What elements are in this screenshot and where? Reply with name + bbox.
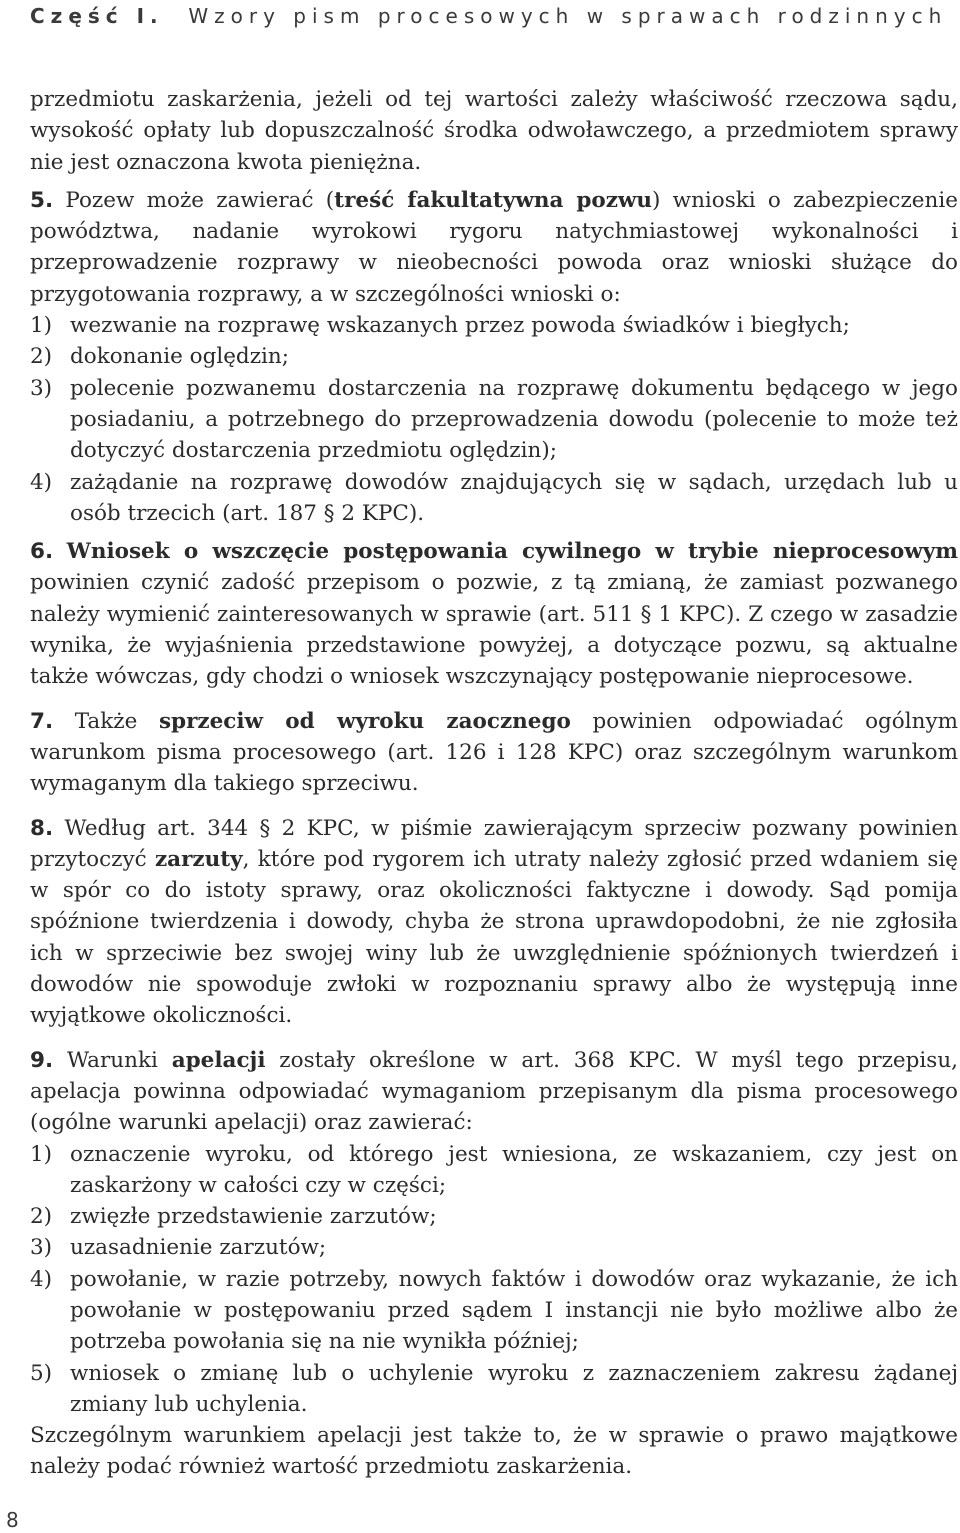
list-item: [30, 1358, 958, 1421]
paragraph-text: powinien czynić zadość przepisom o pozwie, z tą zmianą, że zamiast pozwanego należy wymienić zainteresowanych w sprawie (art. 511 § 1 KPC). Z czego w zasadzie wynika, że wyjaśnienia przedstawione powyżej, a dotyczące pozwu, są aktualne także wówczas, gdy chodzi o wniosek wszczynający postępowanie nieprocesowe.: [30, 570, 958, 690]
paragraph-text: , które pod rygorem ich utraty należy zgłosić przed wdaniem się w spór co do istoty sprawy, oraz okoliczności faktyczne i dowody. Sąd pomija spóźnione twierdzenia i dowody, chyba że strona uprawdopodobni, że nie zgłosiła ich w sprzeciwie bez swojej winy lub że uwzględnienie spóźnionych twierdzeń i dowodów nie spowoduje zwłoki w rozpoznaniu sprawy albo że występują inne wyjątkowe okoliczności.: [30, 846, 958, 1029]
paragraph-bold: Wniosek o wszczęcie postępowania cywilnego w trybie nieprocesowym: [66, 539, 958, 565]
paragraph-number: 8.: [30, 815, 54, 841]
paragraph-text: Pozew może zawierać (: [65, 187, 335, 213]
list-text: dokonanie oględzin;: [70, 344, 289, 370]
list-text: wniosek o zmianę lub o uchylenie wyroku z zaznaczeniem zakresu żądanej zmiany lub uchylenia.: [70, 1360, 958, 1417]
list-item: [30, 373, 958, 467]
header-title: Wzory pism procesowych w sprawach rodzinnych: [188, 4, 948, 28]
list-text: oznaczenie wyroku, od którego jest wniesiona, ze wskazaniem, czy jest on zaskarżony w całości czy w części;: [70, 1141, 958, 1198]
list-marker: 3): [30, 375, 53, 401]
list-marker: 4): [30, 469, 53, 495]
page-number: 8: [6, 1508, 19, 1532]
page-body: [30, 84, 958, 1483]
list-item: [30, 1264, 958, 1358]
header-part: Część I.: [30, 4, 164, 28]
list-marker: 4): [30, 1266, 53, 1292]
paragraph-number: 9.: [30, 1047, 54, 1073]
list-text: zażądanie na rozprawę dowodów znajdujących się w sądach, urzędach lub u osób trzecich (art. 187 § 2 KPC).: [70, 469, 958, 526]
list-item: [30, 310, 958, 341]
paragraph-number: 5.: [30, 187, 54, 213]
list-p9: [30, 1139, 958, 1421]
list-item: [30, 1139, 958, 1202]
paragraph-8: [30, 813, 958, 1032]
paragraph-text: Także: [74, 708, 159, 734]
list-marker: 1): [30, 313, 53, 339]
list-text: polecenie pozwanemu dostarczenia na rozprawę dokumentu będącego w jego posiadaniu, a potrzebnego do przeprowadzenia dowodu (polecenie to może też dotyczyć dostarczenia przedmiotu oględzin);: [70, 375, 958, 464]
paragraph-7: [30, 706, 958, 800]
intro-paragraph: przedmiotu zaskarżenia, jeżeli od tej wartości zależy właściwość rzeczowa sądu, wysokość opłaty lub dopuszczalność środka odwoławczego, a przedmiotem sprawy nie jest oznaczona kwota pieniężna.: [30, 87, 958, 175]
paragraph-9: [30, 1045, 958, 1139]
closing-paragraph: Szczególnym warunkiem apelacji jest także to, że w sprawie o prawo majątkowe należy podać również wartość przedmiotu zaskarżenia.: [30, 1423, 958, 1480]
paragraph-text: ) wnioski o zabezpieczenie powództwa, nadanie wyrokowi rygoru natychmiastowej wykonalności i przeprowadzenie rozprawy w nieobecności powoda oraz wnioski służące do przygotowania rozprawy, a w szczególności wnioski o:: [30, 187, 958, 307]
paragraph-text: zostały określone w art. 368 KPC. W myśl tego przepisu, apelacja powinna odpowiadać wymaganiom przepisanym dla pisma procesowego (ogólne warunki apelacji) oraz zawierać:: [30, 1047, 958, 1136]
list-text: wezwanie na rozprawę wskazanych przez powoda świadków i biegłych;: [70, 313, 850, 339]
paragraph-bold: apelacji: [171, 1047, 266, 1073]
list-item: [30, 1232, 958, 1263]
list-marker: 3): [30, 1235, 53, 1261]
list-item: [30, 341, 958, 372]
list-marker: 1): [30, 1141, 53, 1167]
list-text: uzasadnienie zarzutów;: [70, 1235, 327, 1261]
running-header: [30, 4, 947, 28]
list-item: [30, 467, 958, 530]
paragraph-bold: treść fakultatywna pozwu: [334, 187, 653, 213]
list-text: powołanie, w razie potrzeby, nowych faktów i dowodów oraz wykazanie, że ich powołanie w postępowaniu przed sądem I instancji nie było możliwe albo że potrzeba powołania się na nie wynikła później;: [70, 1266, 958, 1355]
paragraph-text: Warunki: [66, 1047, 172, 1073]
paragraph-text: powinien odpowiadać ogólnym warunkom pisma procesowego (art. 126 i 128 KPC) oraz szczególnym warunkom wymaganym dla takiego sprzeciwu.: [30, 708, 958, 797]
paragraph-bold: zarzuty: [154, 846, 243, 872]
paragraph-6: [30, 536, 958, 692]
list-item: [30, 1201, 958, 1232]
paragraph-text: Według art. 344 § 2 KPC, w piśmie zawierającym sprzeciw pozwany powinien przytoczyć: [30, 815, 958, 872]
list-marker: 2): [30, 344, 53, 370]
paragraph-bold: sprzeciw od wyroku zaocznego: [158, 708, 571, 734]
paragraph-number: 6.: [30, 539, 54, 565]
list-text: zwięzłe przedstawienie zarzutów;: [70, 1204, 437, 1230]
paragraph-5: [30, 185, 958, 310]
paragraph-number: 7.: [30, 708, 54, 734]
list-marker: 2): [30, 1204, 53, 1230]
list-p5: [30, 310, 958, 529]
list-marker: 5): [30, 1360, 53, 1386]
